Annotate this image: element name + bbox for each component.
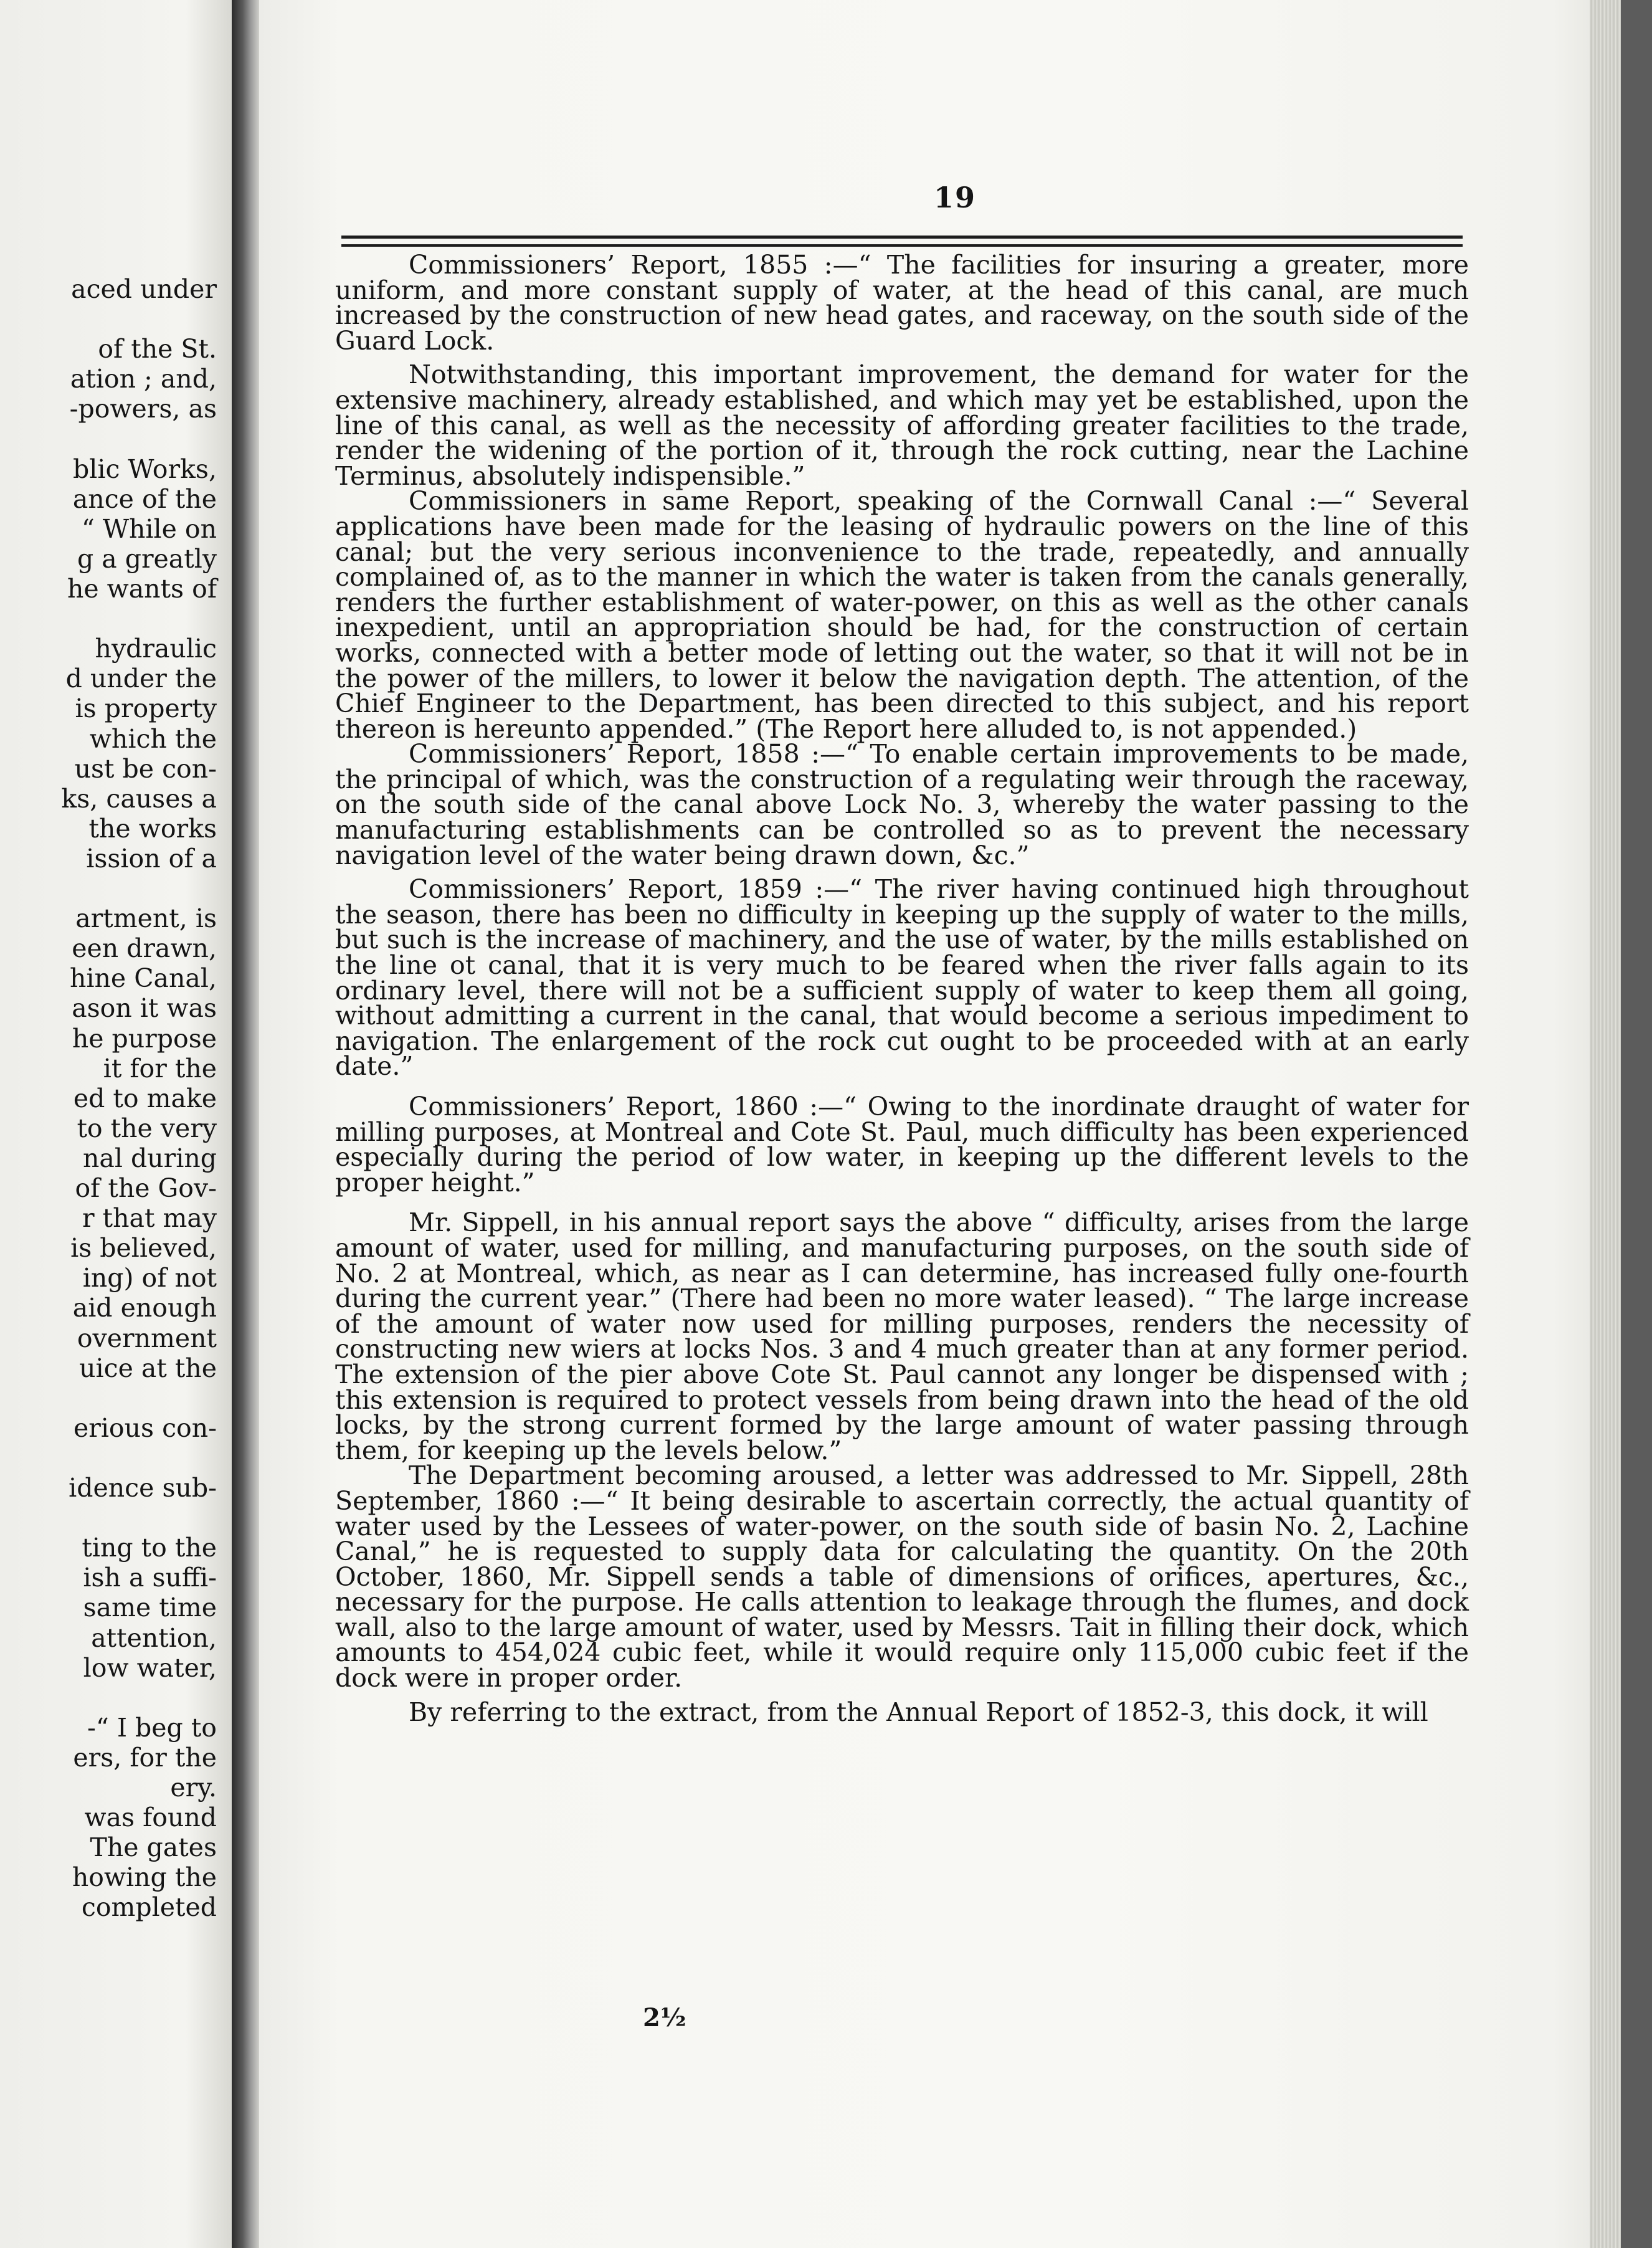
facing-page-line: The gates: [90, 1832, 217, 1863]
facing-page-line: g a greatly: [77, 543, 217, 574]
facing-page-line: howing the: [72, 1862, 217, 1893]
facing-page-line: ers, for the: [73, 1742, 217, 1773]
facing-page-line: of the St.: [98, 334, 217, 364]
facing-page-line: ust be con-: [74, 753, 217, 784]
facing-page: [0, 0, 232, 2248]
facing-page-line: ing) of not: [82, 1263, 217, 1293]
header-rule-thick: [341, 236, 1463, 239]
paragraph: Commissioners’ Report, 1855 :—“ The facilities for insuring a greater, more uniform, and more constant supply of water, at the head of this canal, are much increased by the construction of new head gates, and raceway, on the south side of the Guard Lock.: [335, 250, 1469, 356]
facing-page-line: ery.: [170, 1773, 217, 1803]
page-number: 19: [933, 181, 976, 214]
facing-page-line: uice at the: [79, 1353, 217, 1383]
facing-page-line: is property: [75, 693, 217, 724]
facing-page-line: hydraulic: [95, 634, 217, 664]
facing-page-line: attention,: [91, 1622, 217, 1653]
signature-mark: 2½: [643, 2003, 686, 2032]
facing-page-line: idence sub-: [69, 1473, 217, 1503]
facing-page-line: ason it was: [72, 993, 217, 1024]
facing-page-line: erious con-: [73, 1412, 217, 1443]
facing-page-line: ission of a: [86, 843, 217, 874]
facing-page-line: he wants of: [67, 574, 217, 604]
facing-page-line: he purpose: [72, 1023, 217, 1054]
facing-page-line: was found: [84, 1803, 217, 1833]
paragraph: Mr. Sippell, in his annual report says the above “ difficulty, arises from the large amount of water, used for milling, and manufacturing purposes, on the south side of No. 2 at Montreal, which, as near as I can determine, has increased fully one-fourth during the current year.” (There had been no more water leased). “ The large increase of the amount of water now used for milling purposes, renders the necessity of constructing new wiers at locks Nos. 3 and 4 much greater than at any former period. The extension of the pier above Cote St. Paul cannot any longer be dispensed with ; this extension is required to protect vessels from being drawn into the head of the old locks, by the strong current formed by the large amount of water passing through them, for keeping up the levels below.”: [335, 1207, 1469, 1465]
facing-page-line: ting to the: [82, 1533, 217, 1563]
facing-page-line: overnment: [77, 1323, 217, 1353]
header-rule-thin: [341, 244, 1463, 247]
facing-page-line: low water,: [83, 1652, 217, 1683]
paragraph: The Department becoming aroused, a letter was addressed to Mr. Sippell, 28th September, 1860 :—“ It being desirable to ascertain correctly, the actual quantity of water used by the Lessees of water-power, on the south side of basin No. 2, Lachine Canal,” he is requested to supply data for calculating the quantity. On the 20th October, 1860, Mr. Sippell sends a table of dimensions of orifices, apertures, &c., necessary for the purpose. He calls attention to leakage through the flumes, and dock wall, also to the large amount of water, used by Messrs. Tait in filling their dock, which amounts to 454,024 cubic feet, while it would require only 115,000 cubic feet if the dock were in proper order.: [335, 1460, 1469, 1693]
facing-page-line: een drawn,: [72, 933, 217, 964]
facing-page-line: ance of the: [72, 483, 217, 514]
facing-page-line: -powers, as: [69, 394, 217, 424]
facing-page-line: hine Canal,: [69, 963, 217, 994]
facing-page-line: completed: [81, 1892, 217, 1923]
facing-page-line: aid enough: [72, 1293, 217, 1323]
facing-page-line: nal during: [82, 1143, 217, 1173]
facing-page-line: it for the: [103, 1053, 217, 1084]
paragraph: By referring to the extract, from the Annual Report of 1852-3, this dock, it will: [409, 1697, 1428, 1727]
paragraph: Notwithstanding, this important improvement, the demand for water for the extensive machinery, already established, and which may yet be established, upon the line of this canal, as well as the necessity of affording greater facilities to the trade, render the widening of the portion of it, through the rock cutting, near the Lachine Terminus, absolutely indispensible.”: [335, 360, 1469, 491]
facing-page-line: aced under: [71, 274, 217, 304]
paragraph: Commissioners in same Report, speaking of the Cornwall Canal :—“ Several applications have been made for the leasing of hydraulic powers on the line of this canal; but the very serious inconvenience to the trade, repeatedly, and annually complained of, as to the manner in which the water is taken from the canals generally, renders the further establishment of water-power, on this as well as the other canals inexpedient, until an appropriation should be had, for the construction of certain works, connected with a better mode of letting out the water, so that it will not be in the power of the millers, to lower it below the navigation depth. The attention, of the Chief Engineer to the Department, has been directed to this subject, and his report thereon is hereunto appended.” (The Report here alluded to, is not appended.): [335, 486, 1469, 744]
facing-page-line: r that may: [82, 1203, 217, 1234]
facing-page-line: artment, is: [75, 903, 217, 934]
paragraph: Commissioners’ Report, 1860 :—“ Owing to the inordinate draught of water for milling purposes, at Montreal and Cote St. Paul, much difficulty has been experienced especially during the period of low water, in keeping up the different levels to the proper height.”: [335, 1092, 1469, 1198]
facing-page-line: blic Works,: [72, 454, 217, 484]
facing-page-line: to the very: [77, 1113, 217, 1143]
facing-page-line: same time: [83, 1593, 217, 1623]
facing-page-line: ks, causes a: [61, 783, 217, 814]
facing-page-line: -“ I beg to: [87, 1712, 217, 1743]
facing-page-line: ish a suffi-: [83, 1563, 217, 1593]
facing-page-line: the works: [88, 813, 217, 844]
page-edge: [1590, 0, 1621, 2248]
facing-page-line: is believed,: [70, 1233, 217, 1264]
main-page: [259, 0, 1621, 2248]
paragraph: Commissioners’ Report, 1859 :—“ The river having continued high throughout the season, there has been no difficulty in keeping up the supply of water to the mills, but such is the increase of machinery, and the use of water, by the mills established on the line ot canal, that it is very much to be feared when the river falls again to its ordinary level, there will not be a sufficient supply of water to keep them all going, without admitting a current in the canal, that would become a serious impediment to navigation. The enlargement of the rock cut ought to be proceeded with at an early date.”: [335, 874, 1469, 1082]
facing-page-line: ation ; and,: [70, 364, 217, 394]
facing-page-line: of the Gov-: [75, 1173, 217, 1203]
facing-page-line: which the: [89, 723, 217, 754]
body-text: [335, 252, 1469, 1725]
facing-page-line: d under the: [65, 664, 217, 694]
facing-page-line: “ While on: [81, 513, 217, 544]
book-gutter: [232, 0, 259, 2248]
facing-page-line: ed to make: [73, 1083, 217, 1113]
paragraph: Commissioners’ Report, 1858 :—“ To enable certain improvements to be made, the principal of which, was the construction of a regulating weir through the raceway, on the south side of the canal above Lock No. 3, whereby the water passing to the manufacturing establishments can be controlled so as to prevent the necessary navigation level of the water being drawn down, &c.”: [335, 739, 1469, 870]
